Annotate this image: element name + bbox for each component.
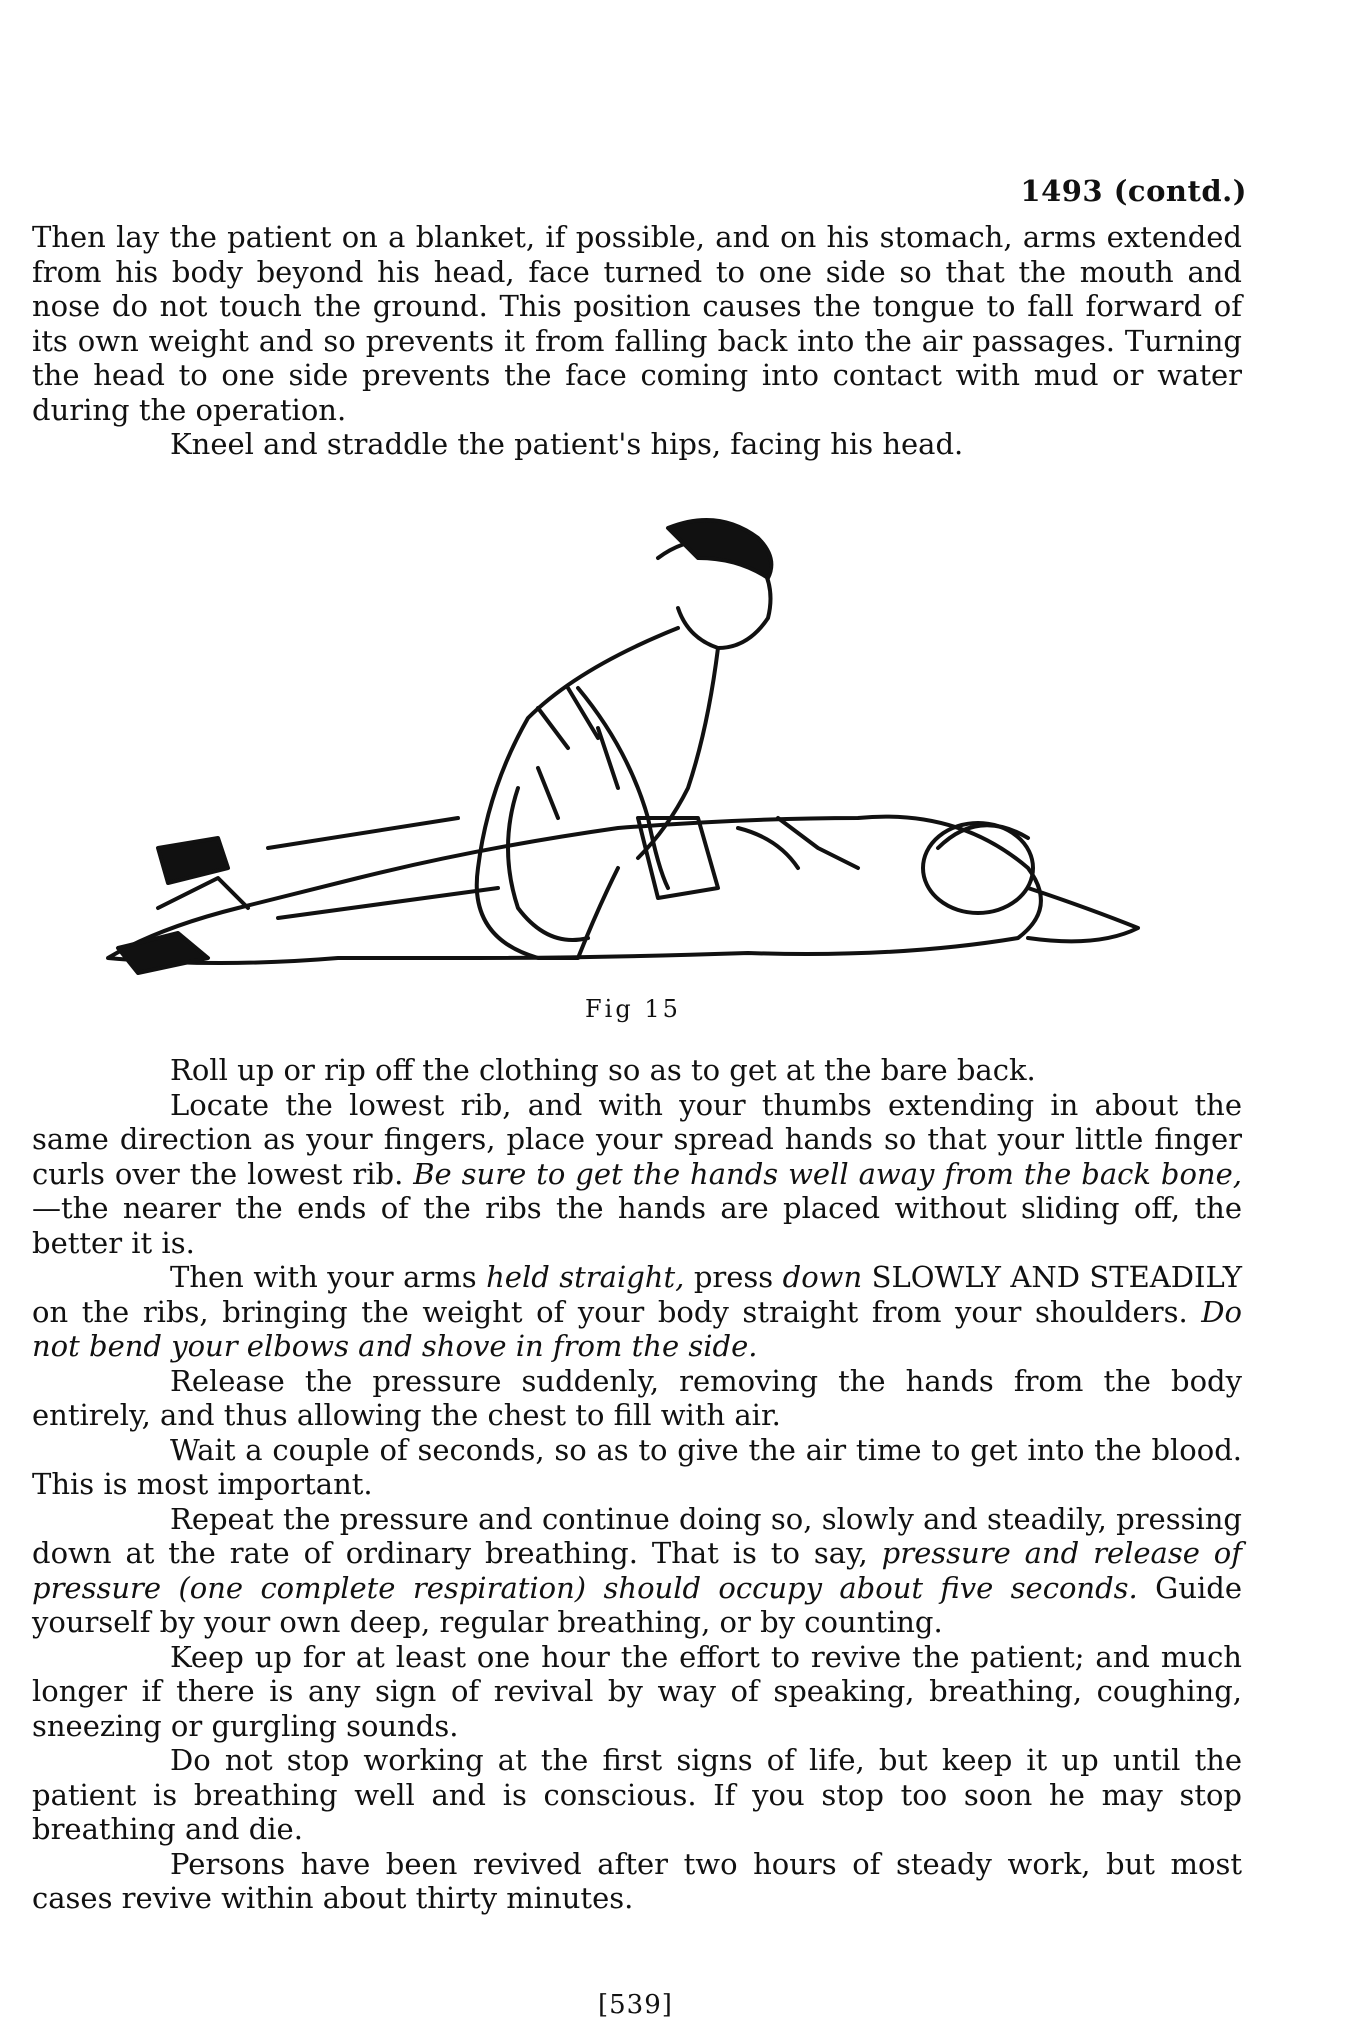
paragraph-locate-rib: [32, 1088, 1242, 1261]
emphasis-run: down: [782, 1260, 863, 1294]
paragraph-kneel: Kneel and straddle the patient's hips, facing his head.: [170, 427, 964, 461]
figure-caption: Fig 15: [585, 995, 681, 1023]
text-run: Repeat the pressure and continue doing so, slowly and steadily, pressing down at the rate of ordinary breathing. That is to say,: [32, 1501, 1242, 1570]
emphasis-run: Do not bend your elbows and shove in from the side.: [32, 1294, 1242, 1363]
emphasis-run: Be sure to get the hands well away from the back bone,: [413, 1156, 1242, 1191]
paragraph-repeat: [32, 1502, 1242, 1640]
text-run: —the nearer the ends of the ribs the hands are placed without sliding off, the better it is.: [32, 1191, 1242, 1260]
paragraph-do-not-stop: Do not stop working at the first signs of life, but keep it up until the patient is breathing well and is conscious. If you stop too soon he may stop breathing and die.: [32, 1743, 1242, 1846]
paragraph-position-patient: Then lay the patient on a blanket, if possible, and on his stomach, arms extended from his body beyond his head, face turned to one side so that the mouth and nose do not touch the ground. This position causes the tongue to fall forward of its own weight and so prevents it from falling back into the air passages. Turning the head to one side prevents the face coming into contact with mud or water during the operation.: [32, 220, 1242, 427]
paragraph-press-down: [32, 1260, 1242, 1364]
emphasis-run: held straight,: [486, 1260, 685, 1294]
text-run: Guide yourself by your own deep, regular breathing, or by counting.: [32, 1570, 1242, 1639]
section-header: 1493 (contd.): [1020, 174, 1247, 208]
paragraph-wait: Wait a couple of seconds, so as to give the air time to get into the blood. This is most important.: [32, 1432, 1242, 1501]
resuscitation-illustration: [98, 488, 1156, 988]
text-run: Locate the lowest rib, and with your thumbs extending in about the same direction as your fingers, place your spread hands so that your little finger curls over the lowest rib.: [32, 1087, 1242, 1191]
page-number: [539]: [598, 1990, 673, 2020]
text-run: press: [684, 1260, 783, 1294]
text-run: Then with your arms: [170, 1260, 487, 1294]
text-run: SLOWLY AND STEADILY on the ribs, bringing the weight of your body straight from your shoulders.: [32, 1260, 1243, 1329]
emphasis-run: pressure and release of pressure (one complete respiration) should occupy about five seconds.: [32, 1536, 1242, 1605]
paragraph-release: Release the pressure suddenly, removing the hands from the body entirely, and thus allowing the chest to fill with air.: [32, 1363, 1242, 1432]
top-text: [32, 220, 1242, 462]
paragraph-revived: Persons have been revived after two hours of steady work, but most cases revive within about thirty minutes.: [32, 1846, 1242, 1915]
figure-illustration: [98, 488, 1156, 988]
bottom-text: [32, 1053, 1242, 1916]
paragraph-clothing: Roll up or rip off the clothing so as to get at the bare back.: [170, 1053, 1036, 1087]
paragraph-keep-up: Keep up for at least one hour the effort to revive the patient; and much longer if there is any sign of revival by way of speaking, breathing, coughing, sneezing or gurgling sounds.: [32, 1639, 1242, 1743]
